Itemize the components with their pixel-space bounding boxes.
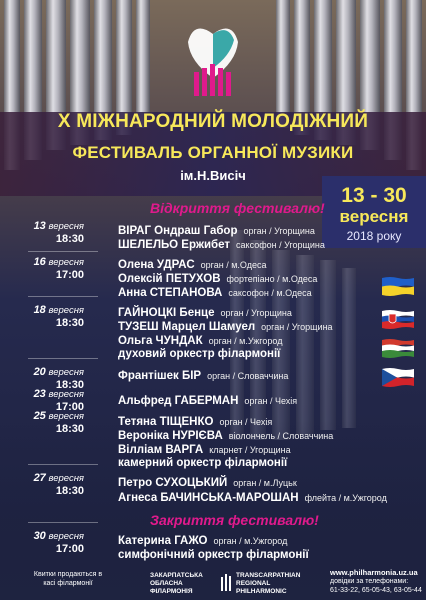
phone-label: довідки за телефонами: [330, 578, 409, 585]
performer: камерний оркестр філармонії [118, 457, 288, 469]
performer: ШЕЛЕЛЬО Ержибет саксофон / Угорщина [118, 239, 325, 251]
performer: Олена УДРАС орган / м.Одеса [118, 259, 267, 271]
schedule-time: 17:00 [55, 543, 84, 555]
website-link[interactable]: www.philharmonia.uz.ua [330, 568, 418, 577]
divider [28, 464, 98, 465]
schedule-date: 27 вересня 18:30 [28, 472, 84, 497]
festival-logo [168, 12, 258, 102]
schedule-time: 17:00 [55, 269, 84, 281]
schedule-time: 18:30 [55, 379, 84, 391]
phone-numbers: 61-33-22, 65-05-43, 63-05-44 [330, 587, 422, 594]
closing-label: Закриття фестивалю! [150, 512, 319, 528]
schedule-time: 18:30 [55, 233, 84, 245]
divider [28, 296, 98, 297]
performer: Вілліам ВАРГА кларнет / Угорщина [118, 444, 291, 456]
performer: ТУЗЕШ Марцел Шамуел орган / Угорщина [118, 321, 333, 333]
dates-year: 2018 року [346, 229, 402, 243]
title-line-3: ім.Н.Висіч [180, 168, 246, 183]
performer: Олексій ПЕТУХОВ фортепіано / м.Одеса [118, 273, 318, 285]
performer: Анна СТЕПАНОВА саксофон / м.Одеса [118, 287, 312, 299]
schedule-time: 18:30 [55, 317, 84, 329]
schedule-date: 18 вересня 18:30 [28, 304, 84, 329]
divider [28, 358, 98, 359]
divider [28, 251, 98, 252]
dates-range: 13 - 30 [341, 184, 407, 207]
performer: Ольга ЧУНДАК орган / м.Ужгород [118, 335, 283, 347]
schedule-time: 18:30 [55, 485, 84, 497]
performer: Катерина ГАЖО орган / м.Ужгород [118, 535, 288, 547]
schedule-date: 16 вересня 17:00 [28, 256, 84, 281]
contact-info [330, 568, 422, 595]
schedule-date: 13 вересня 18:30 [28, 220, 84, 245]
festival-dates [322, 176, 426, 248]
performer: Петро СУХОЦЬКИЙ орган / м.Луцьк [118, 477, 297, 489]
title-line-1: Х МІЖНАРОДНИЙ МОЛОДІЖНИЙ [57, 111, 369, 132]
performer: духовий оркестр філармонії [118, 348, 281, 360]
performer: Альфред ГАБЕРМАН орган / Чехія [118, 395, 298, 407]
performer: Тетяна ТІЩЕНКО орган / Чехія [118, 416, 273, 428]
performer: Вероніка НУРІЄВА віолончель / Словаччина [118, 430, 334, 442]
philharmonic-name-ua: ЗАКАРПАТСЬКА ОБЛАСНА ФІЛАРМОНІЯ [150, 572, 203, 595]
czech-flag-icon [382, 367, 414, 388]
performer: Агнеса БАЧИНСЬКА-МАРОШАН флейта / м.Ужгород [118, 492, 387, 504]
schedule-time: 17:00 [55, 401, 84, 413]
performer: ВІРАГ Ондраш Габор орган / Угорщина [118, 225, 315, 237]
festival-title [0, 110, 426, 183]
schedule-date: 25 вересня 18:30 [28, 410, 84, 435]
title-line-2: ФЕСТИВАЛЬ ОРГАННОЇ МУЗИКИ [72, 143, 354, 162]
dates-month: вересня [339, 207, 409, 226]
schedule-date: 23 вересня 17:00 [28, 388, 84, 413]
tickets-note: Квитки продаються в касі філармонії [33, 571, 103, 587]
slovakia-flag-icon [382, 309, 414, 330]
philharmonic-logo-icon [220, 573, 234, 593]
schedule-date: 20 вересня 18:30 [28, 366, 84, 391]
opening-label: Відкриття фестивалю! [150, 200, 325, 216]
performer: ГАЙНОЦКІ Бенце орган / Угорщина [118, 307, 292, 319]
hungary-flag-icon [382, 338, 414, 359]
schedule-time: 18:30 [55, 423, 84, 435]
ukraine-flag-icon [382, 276, 414, 297]
schedule-date: 30 вересня 17:00 [28, 530, 84, 555]
performer: Франтішек БІР орган / Словаччина [118, 370, 289, 382]
performer: симфонічний оркестр філармонії [118, 549, 309, 561]
philharmonic-name-en: TRANSCARPATHIAN REGIONAL PHILHARMONIC [236, 572, 301, 595]
divider [28, 522, 98, 523]
